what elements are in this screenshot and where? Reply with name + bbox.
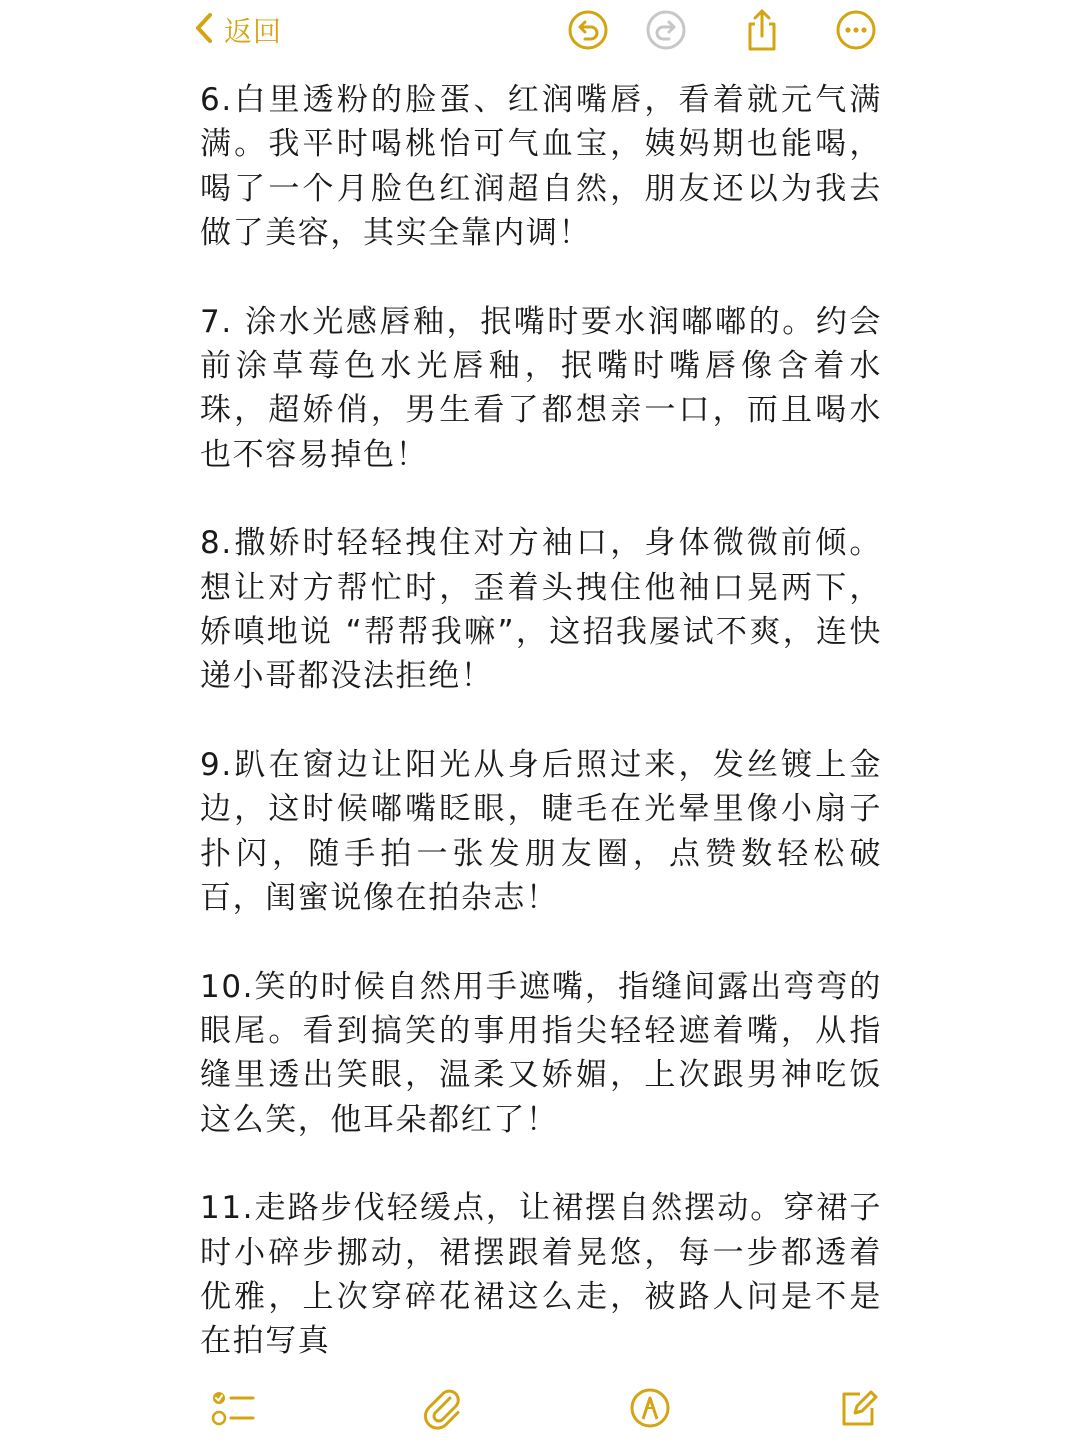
bottom-toolbar [0,1378,1080,1438]
markup-pen-icon[interactable] [626,1384,674,1432]
note-paragraph: 7. 涂水光感唇釉，抿嘴时要水润嘟嘟的。约会前涂草莓色水光唇釉，抿嘴时嘴唇像含着水珠，超娇俏，男生看了都想亲一口，而且喝水也不容易掉色！ [200,303,882,473]
note-paragraph: 11.走路步伐轻缓点，让裙摆自然摆动。穿裙子时小碎步挪动，裙摆跟着晃悠，每一步都透着优雅，上次穿碎花裙这么走，被路人问是不是在拍写真 [200,1190,882,1360]
checklist-icon[interactable] [210,1384,258,1432]
compose-icon[interactable] [834,1384,882,1432]
chevron-left-icon [192,11,216,49]
undo-icon[interactable] [566,8,610,52]
paperclip-icon[interactable] [418,1384,466,1432]
more-icon[interactable] [834,8,878,52]
back-label: 返回 [224,15,283,48]
top-toolbar [0,0,1080,62]
note-paragraph: 9.趴在窗边让阳光从身后照过来，发丝镀上金边，这时候嘟嘴眨眼，睫毛在光晕里像小扇子扑闪，随手拍一张发朋友圈，点赞数轻松破百，闺蜜说像在拍杂志！ [200,746,882,917]
note-body[interactable] [200,78,882,1408]
share-icon[interactable] [740,8,784,52]
back-button[interactable] [192,10,282,50]
note-paragraph: 6.白里透粉的脸蛋、红润嘴唇，看着就元气满满。我平时喝桃怡可气血宝，姨妈期也能喝，喝了一个月脸色红润超自然，朋友还以为我去做了美容，其实全靠内调！ [200,82,882,252]
note-paragraph: 8.撒娇时轻轻拽住对方袖口，身体微微前倾。想让对方帮忙时，歪着头拽住他袖口晃两下，娇嗔地说 “帮帮我嘛”，这招我屡试不爽，连快递小哥都没法拒绝！ [200,525,882,695]
redo-icon[interactable] [644,8,688,52]
note-paragraph: 10.笑的时候自然用手遮嘴，指缝间露出弯弯的眼尾。看到搞笑的事用指尖轻轻遮着嘴，从指缝里透出笑眼，温柔又娇媚，上次跟男神吃饭这么笑，他耳朵都红了！ [200,968,882,1138]
